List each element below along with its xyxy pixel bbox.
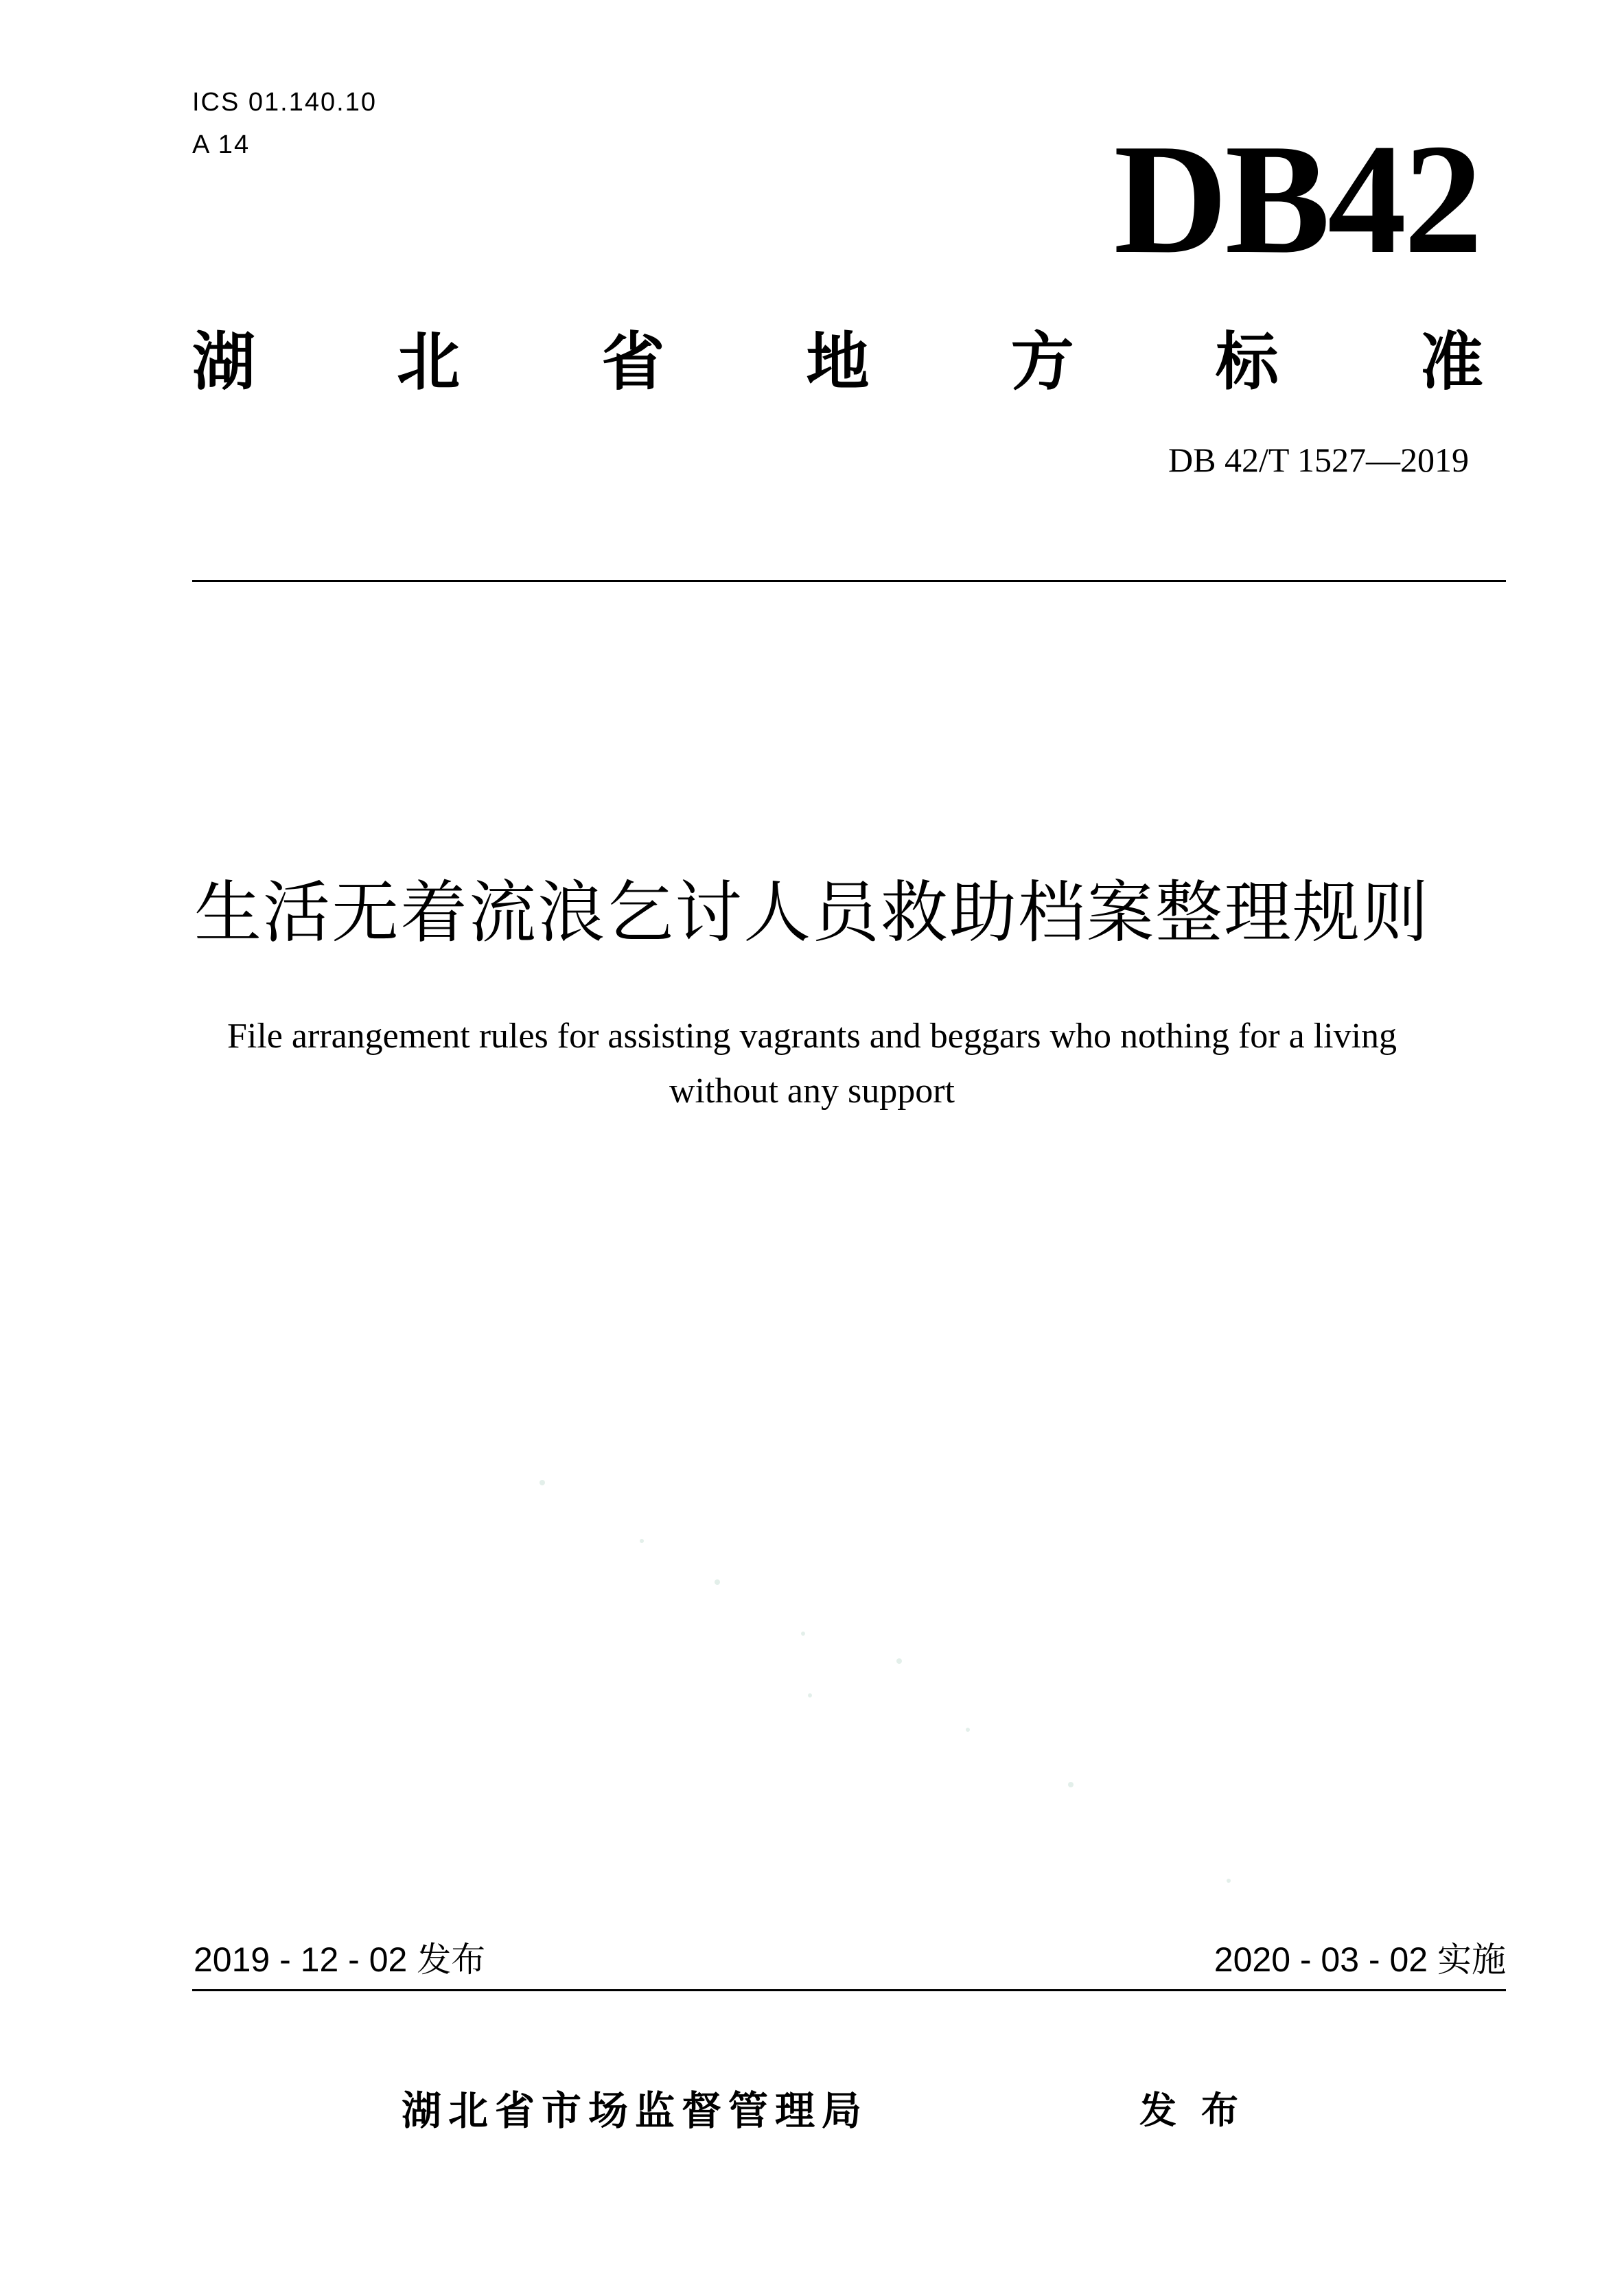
title-char: 湖 [192,325,256,399]
title-char: 地 [806,325,870,399]
title-char: 省 [601,325,665,399]
db42-logo: DB42 [1113,111,1480,286]
date-divider [192,1989,1506,1991]
issuing-authority: 湖北省市场监督管理局 [402,2087,869,2134]
ccs-code: A 14 [192,130,251,159]
title-en-line: File arrangement rules for assisting vagrants and beggars who nothing for a living [227,1017,1397,1056]
implementation-date: 2020 - 03 - 02 实施 [1214,1940,1506,1979]
title-char: 准 [1419,325,1483,399]
publish-label: 发布 [1139,2089,1263,2132]
standard-number: DB 42/T 1527—2019 [1168,441,1469,479]
title-char: 方 [1010,325,1074,399]
title-char: 北 [397,325,461,399]
ics-code: ICS 01.140.10 [192,88,377,117]
title-en-line: without any support [669,1071,955,1111]
release-date: 2019 - 12 - 02 发布 [194,1940,486,1979]
document-title-zh: 生活无着流浪乞讨人员救助档案整理规则 [194,874,1430,952]
title-char: 标 [1215,325,1279,399]
